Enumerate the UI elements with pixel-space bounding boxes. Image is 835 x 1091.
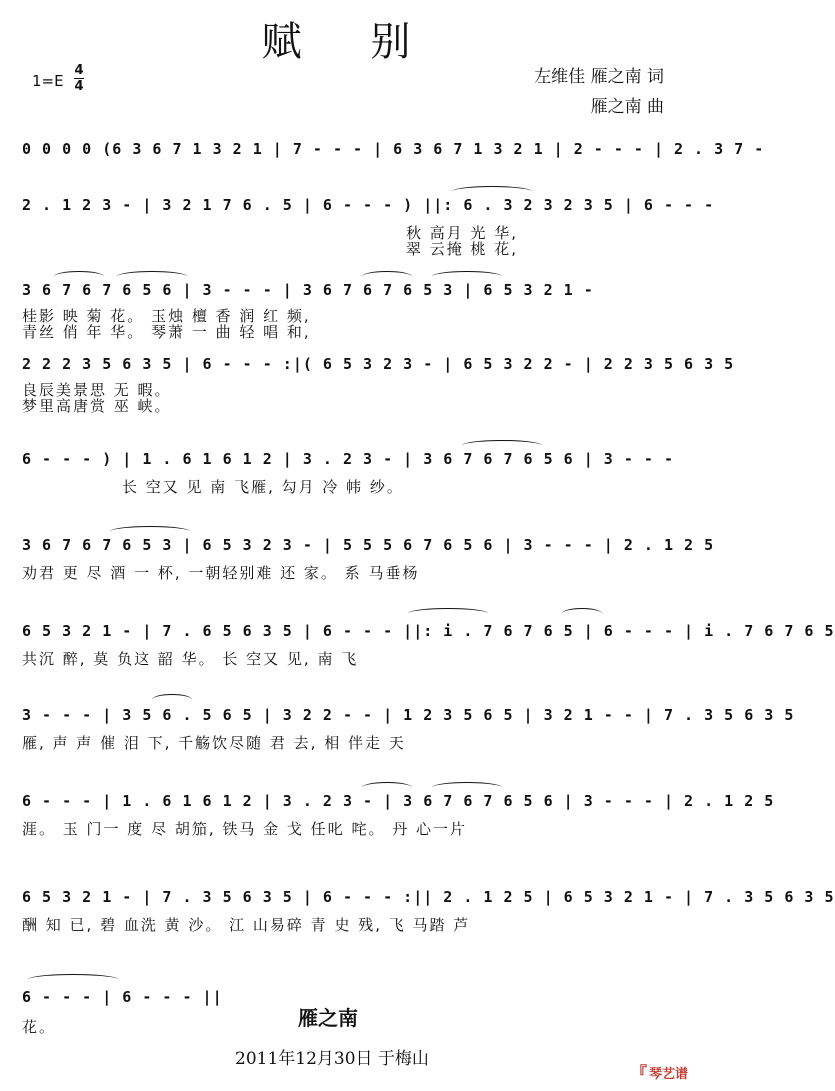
lyric-verse-2: 青丝 俏 年 华。 琴萧 一 曲 轻 唱 和, <box>22 323 311 341</box>
time-signature-bottom: 4 <box>74 79 84 94</box>
lyric-verse-1: 花。 <box>22 1018 57 1036</box>
lyric-verse-1: 劝君 更 尽 酒 一 杯, 一朝轻别难 还 家。 系 马垂杨 <box>22 564 420 582</box>
notation-line: 6 5 3 2 1 - | 7 . 6 5 6 3 5 | 6 - - - ||: i . 7 6 7 6 5 | 6 - - - | i . 7 6 7 6 5 <box>22 622 835 640</box>
notation-line: 3 6 7 6 7 6 5 3 | 6 5 3 2 3 - | 5 5 5 6 7 6 5 6 | 3 - - - | 2 . 1 2 5 <box>22 536 715 554</box>
notation-line: 2 . 1 2 3 - | 3 2 1 7 6 . 5 | 6 - - - ) ||: 6 . 3 2 3 2 3 5 | 6 - - - <box>22 196 715 214</box>
composer-credit: 雁之南 曲 <box>590 97 664 117</box>
logo-text: 琴艺谱 <box>648 1067 688 1082</box>
signature: 雁之南 <box>298 1006 358 1030</box>
notation-line: 0 0 0 0 (6 3 6 7 1 3 2 1 | 7 - - - | 6 3 6 7 1 3 2 1 | 2 - - - | 2 . 3 7 - <box>22 140 765 158</box>
lyric-verse-1: 涯。 玉 门一 度 尽 胡笳, 铁马 金 戈 任叱 咤。 丹 心一片 <box>22 820 467 838</box>
notation-line: 3 6 7 6 7 6 5 6 | 3 - - - | 3 6 7 6 7 6 5 3 | 6 5 3 2 1 - <box>22 281 594 299</box>
time-signature-top: 4 <box>74 63 84 78</box>
score-system-4 <box>22 355 735 415</box>
score-system-9 <box>22 792 775 842</box>
lyric-verse-1: 桂影 映 菊 花。 玉烛 檀 香 润 红 频, <box>22 307 311 325</box>
tie-arc <box>562 608 602 619</box>
notation-line: 6 - - - | 6 - - - || <box>22 988 223 1006</box>
notation-line: 2 2 2 3 5 6 3 5 | 6 - - - :|( 6 5 3 2 3 - | 6 5 3 2 2 - | 2 2 3 5 6 3 5 <box>22 355 735 373</box>
logo-mark-icon: 『 <box>630 1063 647 1082</box>
lyric-verse-1: 酬 知 已, 碧 血洗 黄 沙。 江 山易碎 青 史 残, 飞 马踏 芦 <box>22 916 471 934</box>
score-system-6 <box>22 536 715 586</box>
lyric-verse-1: 长 空又 见 南 飞雁, 勾月 冷 帏 纱。 <box>122 478 404 496</box>
notation-line: 6 - - - ) | 1 . 6 1 6 1 2 | 3 . 2 3 - | 3 6 7 6 7 6 5 6 | 3 - - - <box>22 450 674 468</box>
tie-arc <box>28 974 118 985</box>
score-system-1 <box>22 140 765 170</box>
notation-line: 6 - - - | 1 . 6 1 6 1 2 | 3 . 2 3 - | 3 6 7 6 7 6 5 6 | 3 - - - | 2 . 1 2 5 <box>22 792 775 810</box>
lyricist-credit: 左维佳 雁之南 词 <box>534 67 664 87</box>
lyric-verse-2: 翠 云掩 桃 花, <box>406 240 519 258</box>
notation-line: 3 - - - | 3 5 6 . 5 6 5 | 3 2 2 - - | 1 2 3 5 6 5 | 3 2 1 - - | 7 . 3 5 6 3 5 <box>22 706 795 724</box>
score-system-10 <box>22 888 835 938</box>
score-system-8 <box>22 706 795 756</box>
lyric-verse-1: 良辰美景思 无 暇。 <box>22 381 172 399</box>
score-system-7 <box>22 622 835 672</box>
lyric-verse-1: 雁, 声 声 催 泪 下, 千觞饮尽随 君 去, 相 伴走 天 <box>22 734 406 752</box>
song-title: 赋 别 <box>261 19 439 65</box>
score-system-2 <box>22 196 715 266</box>
score-system-3 <box>22 281 678 341</box>
lyric-verse-1: 共沉 醉, 莫 负这 韶 华。 长 空又 见, 南 飞 <box>22 650 359 668</box>
notation-line: 6 5 3 2 1 - | 7 . 3 5 6 3 5 | 6 - - - :|| 2 . 1 2 5 | 6 5 3 2 1 - | 7 . 3 5 6 3 5 <box>22 888 835 906</box>
score-system-5 <box>22 450 678 500</box>
lyric-verse-1: 秋 高月 光 华, <box>406 224 519 242</box>
tie-arc <box>408 608 488 619</box>
key-signature: 1=E <box>32 72 64 90</box>
tie-arc <box>152 694 192 705</box>
lyric-verse-2: 梦里高唐赏 巫 峡。 <box>22 397 172 415</box>
site-logo[interactable] <box>631 1060 688 1083</box>
date-location: 2011年12月30日 于梅山 <box>235 1049 429 1069</box>
time-signature <box>74 64 84 93</box>
